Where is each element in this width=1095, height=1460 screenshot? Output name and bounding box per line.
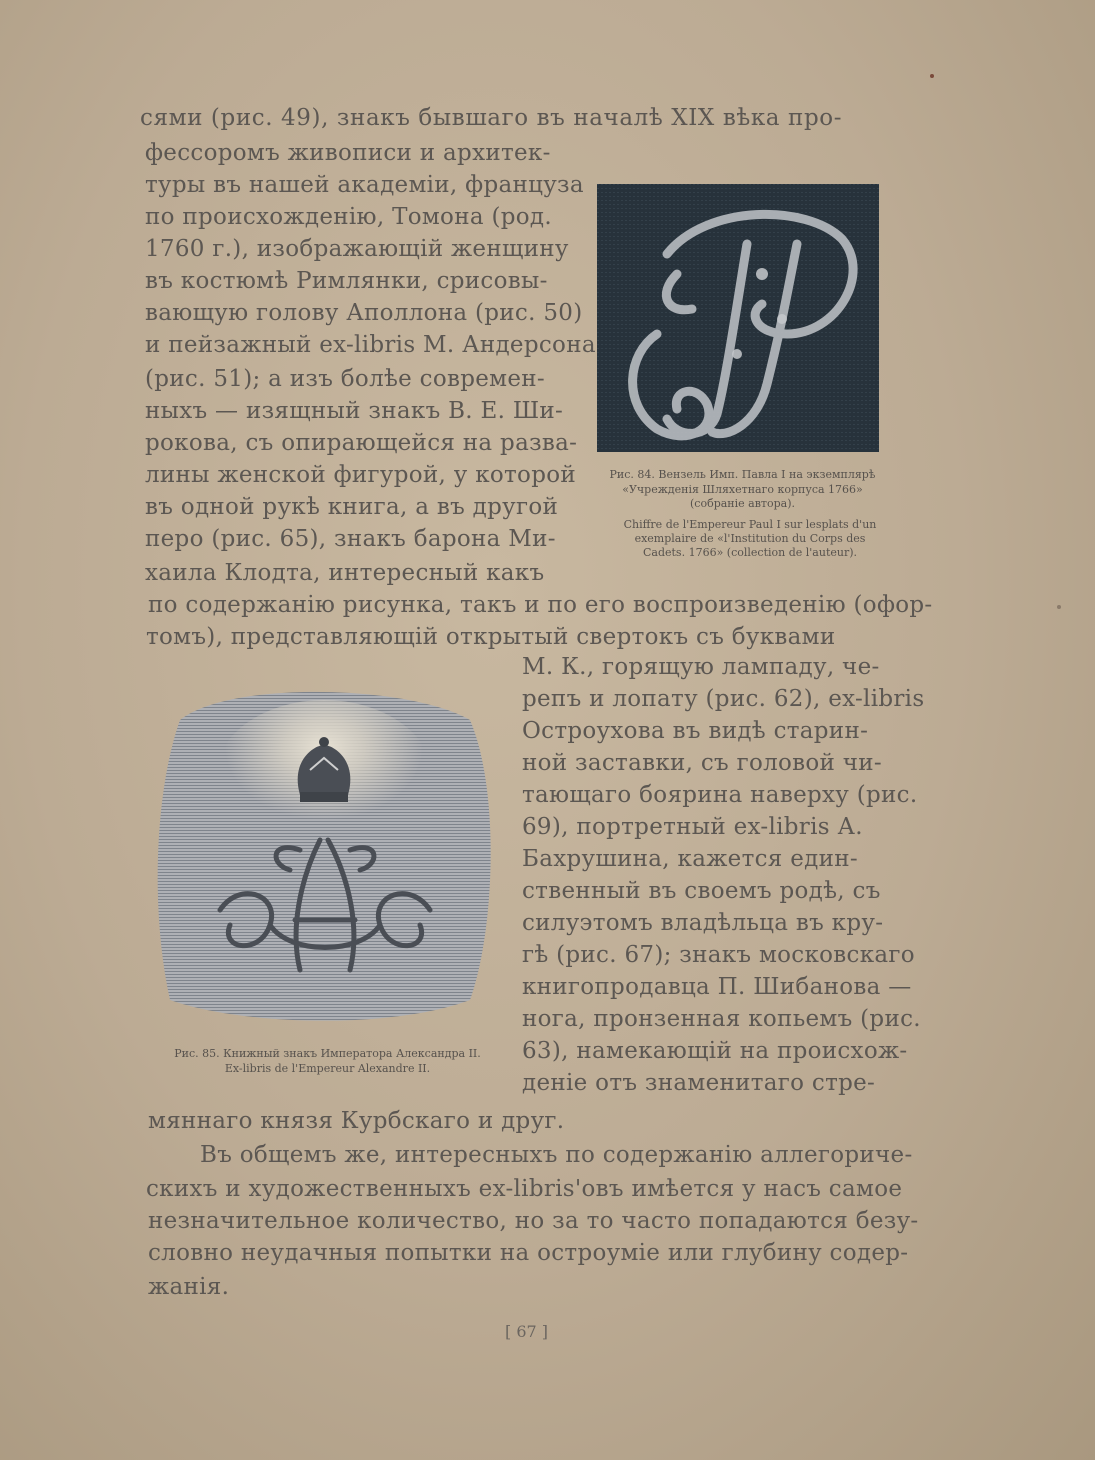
paper-speck [930,74,934,78]
text-line: незначительное количество, но за то часто попадаются безу- [148,1208,919,1234]
text-line: ной заставки, съ головой чи- [522,750,882,776]
text-line: книгопродавца П. Шибанова — [522,974,912,1000]
text-line: лины женской фигурой, у которой [145,462,577,488]
text-line: гѣ (рис. 67); знакъ московскаго [522,942,915,968]
text-line: и пейзажный ex-libris М. Андерсона [145,332,596,358]
paul-i-monogram-icon [597,184,879,452]
text-line: рокова, съ опирающейся на разва- [145,430,578,456]
text-line: 63), намекающій на происхож- [522,1038,908,1064]
text-line: вающую голову Аполлона (рис. 50) [145,300,583,326]
figure-85-caption-fr: Ex-libris de l'Empereur Alexandre II. [224,1062,431,1075]
text-line: въ костюмѣ Римлянки, срисовы- [145,268,548,294]
page-number: [ 67 ] [505,1322,549,1341]
text-line: нога, пронзенная копьемъ (рис. [522,1006,921,1032]
text-line: ныхъ — изящный знакъ В. Е. Ши- [145,398,564,424]
text-line: Бахрушина, кажется един- [522,846,858,872]
text-line: въ одной рукѣ книга, а въ другой [145,494,559,520]
figure-84-caption-ru: «Учрежденія Шляхетнаго корпуса 1766» [622,483,863,496]
figure-84-image [597,184,879,452]
text-line: словно неудачныя попытки на остроуміе или глубину содер- [148,1240,909,1266]
text-line: по содержанію рисунка, такъ и по его воспроизведенію (офор- [148,592,933,618]
text-line: жанія. [148,1274,230,1300]
figure-84-caption-fr: exemplaire de «l'Institution du Corps des [634,532,866,545]
text-line: сями (рис. 49), знакъ бывшаго въ началѣ XIX вѣка про- [140,105,843,131]
text-line: хаила Клодта, интересный какъ [145,560,545,586]
text-line: Остроухова въ видѣ старин- [522,718,869,744]
figure-84-caption-fr: Chiffre de l'Empereur Paul I sur lesplats d'un [623,518,877,531]
text-line: томъ), представляющій открытый свертокъ съ буквами [146,624,836,650]
figure-85-image [150,680,498,1030]
text-line: репъ и лопату (рис. 62), ex-libris [522,686,925,712]
text-line: М. К., горящую лампаду, че- [522,654,880,680]
text-line: 1760 г.), изображающій женщину [145,236,569,262]
paper-speck [1057,605,1061,609]
text-line: перо (рис. 65), знакъ барона Ми- [145,526,556,552]
text-line: фессоромъ живописи и архитек- [145,140,551,166]
figure-85-caption-ru: Рис. 85. Книжный знакъ Императора Александра II. [174,1047,481,1060]
text-line: скихъ и художественныхъ ex-libris'овъ имѣется у насъ самое [146,1176,903,1202]
figure-84-caption-fr: Cadets. 1766» (collection de l'auteur). [642,546,858,559]
text-line: туры въ нашей академіи, француза [145,172,584,198]
figure-84-caption-ru: Рис. 84. Вензель Имп. Павла I на экземплярѣ [609,468,876,481]
text-line: силуэтомъ владѣльца въ кру- [522,910,884,936]
text-line: 69), портретный ex-libris А. [522,814,863,840]
text-line: Въ общемъ же, интересныхъ по содержанію аллегориче- [200,1142,913,1168]
text-line: ственный въ своемъ родѣ, съ [522,878,881,904]
text-line: (рис. 51); а изъ болѣе современ- [145,366,545,392]
text-line: деніе отъ знаменитаго стре- [522,1070,876,1096]
figure-84-caption-ru: (собраніе автора). [690,497,795,510]
text-line: мяннаго князя Курбскаго и друг. [148,1108,565,1134]
text-line: по происхожденію, Томона (род. [145,204,552,230]
text-line: тающаго боярина наверху (рис. [522,782,918,808]
